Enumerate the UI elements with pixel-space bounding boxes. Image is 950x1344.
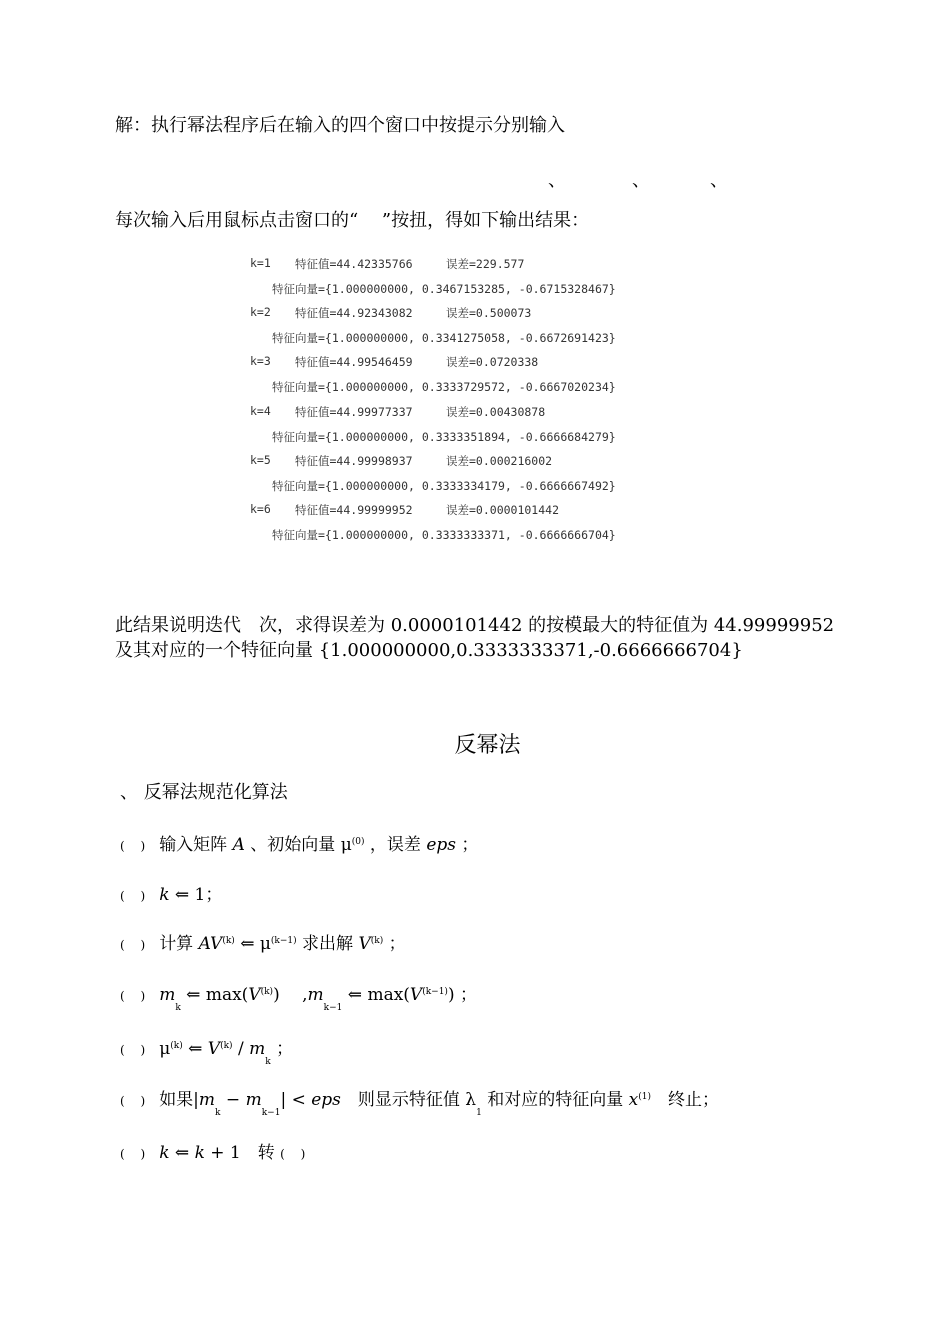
output-error: 误差=0.0000101442 xyxy=(446,503,560,517)
step-number: ( ) xyxy=(120,1094,152,1108)
separator-1: 、 xyxy=(548,170,566,191)
intro-line-1: 解：执行幂法程序后在输入的四个窗口中按提示分别输入 xyxy=(115,115,565,136)
step-number: ( ) xyxy=(120,889,152,903)
step-number: ( ) xyxy=(120,839,152,853)
separator-3: 、 xyxy=(710,170,728,191)
output-k: k=3 xyxy=(250,354,271,368)
output-eigenvector: 特征向量={1.000000000, 0.3333333371, -0.6666666704} xyxy=(272,528,616,542)
algorithm-step-1: ( ) 输入矩阵 A 、初始向量 $\mu^{(0)}$ ，误差 eps ； xyxy=(120,835,479,855)
output-k: k=6 xyxy=(250,502,271,516)
section-title: 反幂法 xyxy=(454,733,521,758)
separator-2: 、 xyxy=(632,170,650,191)
step-number: ( ) xyxy=(120,1147,152,1161)
output-eigenvalue: 特征值=44.99999952 xyxy=(295,503,413,517)
output-eigenvalue: 特征值=44.99546459 xyxy=(295,355,413,369)
subsection-title: 、 反幂法规范化算法 xyxy=(120,782,288,803)
algorithm-step-6: ( ) 如果$|m_k - m_{k-1}|$ < eps 则显示特征值 $\lambda_1$ 和对应的特征向量 $x^{(1)}$ 终止； xyxy=(120,1090,719,1118)
algorithm-step-4: ( ) $m_k$ ⇐ $\max(V^{(k)})$ $,m_{k-1}$ ⇐ $\max(V^{(k-1)})$ ； xyxy=(120,985,477,1013)
algorithm-step-5: ( ) $\mu^{(k)}$ ⇐ $V^{(k)} / m_k$ ； xyxy=(120,1039,294,1067)
output-eigenvector: 特征向量={1.000000000, 0.3333334179, -0.6666667492} xyxy=(272,479,616,493)
output-error: 误差=0.00430878 xyxy=(446,405,546,419)
algorithm-step-7: ( ) k ⇐ k + 1 转 ( ) xyxy=(120,1143,312,1163)
step-number: ( ) xyxy=(120,989,152,1003)
conclusion-line-2: 及其对应的一个特征向量 {1.000000000,0.3333333371,-0.6666666704} xyxy=(115,640,743,661)
step-number: ( ) xyxy=(120,938,152,952)
output-eigenvector: 特征向量={1.000000000, 0.3341275058, -0.6672691423} xyxy=(272,331,616,345)
output-eigenvalue: 特征值=44.92343082 xyxy=(295,306,413,320)
step-number: ( ) xyxy=(120,1043,152,1057)
output-eigenvalue: 特征值=44.42335766 xyxy=(295,257,413,271)
output-k: k=1 xyxy=(250,256,271,270)
algorithm-step-3: ( ) 计算 AV$^{(k)}$ ⇐ $\mu^{(k-1)}$ 求出解 $V^{(k)}$ ； xyxy=(120,934,406,954)
output-eigenvector: 特征向量={1.000000000, 0.3467153285, -0.6715328467} xyxy=(272,282,616,296)
output-error: 误差=0.000216002 xyxy=(446,454,553,468)
output-error: 误差=229.577 xyxy=(446,257,525,271)
output-error: 误差=0.500073 xyxy=(446,306,532,320)
output-k: k=2 xyxy=(250,305,271,319)
output-eigenvector: 特征向量={1.000000000, 0.3333729572, -0.6667020234} xyxy=(272,380,616,394)
output-error: 误差=0.0720338 xyxy=(446,355,539,369)
output-eigenvalue: 特征值=44.99998937 xyxy=(295,454,413,468)
algorithm-step-2: ( ) k ⇐ 1； xyxy=(120,885,223,905)
output-eigenvector: 特征向量={1.000000000, 0.3333351894, -0.6666684279} xyxy=(272,430,616,444)
output-eigenvalue: 特征值=44.99977337 xyxy=(295,405,413,419)
intro-line-3: 每次输入后用鼠标点击窗口的“ ”按扭，得如下输出结果： xyxy=(115,210,590,231)
output-k: k=4 xyxy=(250,404,271,418)
conclusion-line-1: 此结果说明迭代 次，求得误差为 0.0000101442 的按模最大的特征值为 44.99999952 xyxy=(115,615,835,636)
output-k: k=5 xyxy=(250,453,271,467)
